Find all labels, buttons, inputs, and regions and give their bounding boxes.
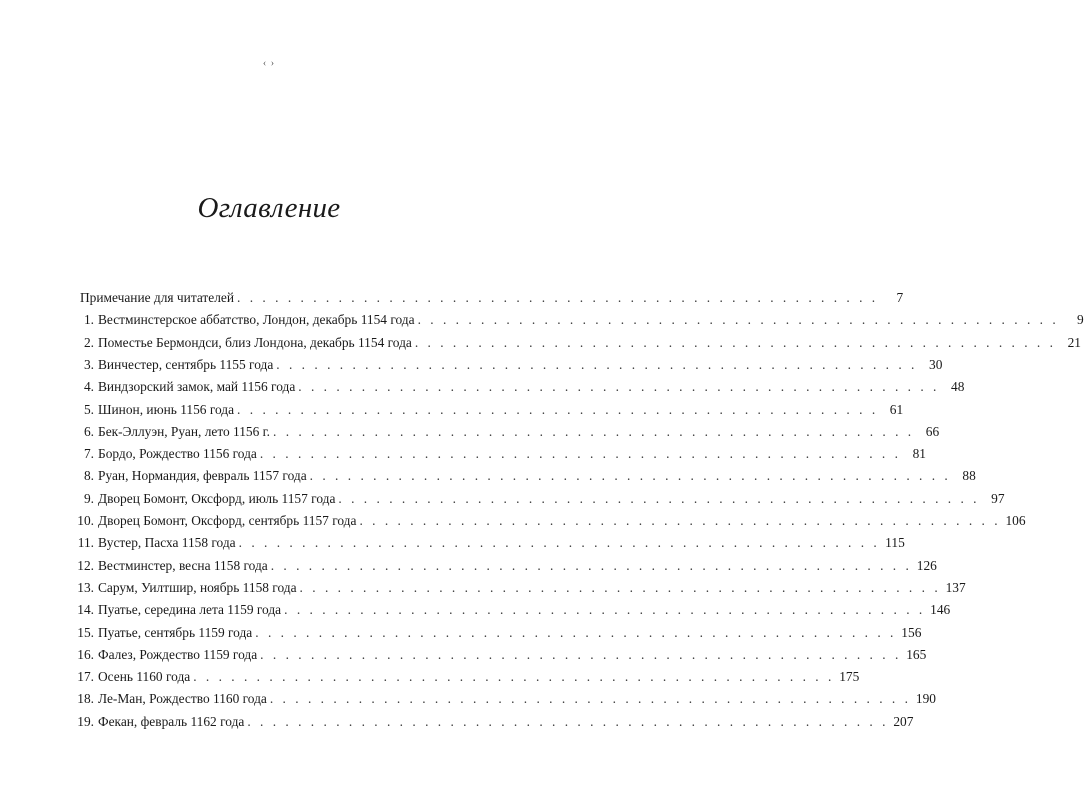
toc-entry (74, 622, 922, 644)
toc-entry-title: Фекан, февраль 1162 года (98, 713, 245, 729)
toc-leader-dots: . . . . . . . . . . . . . . . . . . . . . . . . . . . . . . . . . . . . . . . . . . . . . . . . . . . (255, 624, 897, 640)
toc-entry (74, 399, 904, 421)
toc-entry-number: 6. (83, 423, 94, 439)
toc-leader-dots: . . . . . . . . . . . . . . . . . . . . . . . . . . . . . . . . . . . . . . . . . . . . . . . . . . . (260, 646, 902, 662)
toc-entry-title: Вестминстер, весна 1158 года (98, 557, 268, 573)
toc-entry (74, 577, 966, 599)
toc-entry-page: 137 (945, 579, 966, 595)
toc-entry (74, 465, 976, 487)
toc-entry (74, 644, 927, 666)
toc-entry-page: 115 (885, 535, 905, 551)
toc-entry-page: 7 (896, 290, 904, 305)
toc-entry-page: 30 (929, 356, 943, 372)
toc-entry-title: Шинон, июнь 1156 года (98, 401, 235, 417)
page-ornament: ‹ › (262, 58, 276, 69)
toc-entry-page: 48 (951, 379, 965, 395)
toc-entry (74, 376, 965, 398)
toc-entry-title: Сарум, Уилтшир, ноябрь 1158 года (98, 579, 297, 595)
toc-entry-page: 97 (991, 490, 1005, 506)
toc-entry-page: 21 (1067, 334, 1081, 350)
toc-leader-dots: . . . . . . . . . . . . . . . . . . . . . . . . . . . . . . . . . . . . . . . . . . . . . . . . . . . (273, 423, 915, 439)
toc-leader-dots: . . . . . . . . . . . . . . . . . . . . . . . . . . . . . . . . . . . . . . . . . . . . . . . . . . . (359, 513, 1001, 528)
toc-leader-dots: . . . . . . . . . . . . . . . . . . . . . . . . . . . . . . . . . . . . . . . . . . . . . . . . . . . (299, 579, 941, 595)
toc-leader-dots: . . . . . . . . . . . . . . . . . . . . . . . . . . . . . . . . . . . . . . . . . . . . . . . . . . . (284, 602, 926, 618)
toc-entry-page: 175 (839, 669, 860, 685)
toc-entry-page: 165 (906, 646, 927, 662)
toc-entry-title: Примечание для читателей (80, 290, 235, 305)
toc-entry (74, 688, 936, 710)
toc-leader-dots: . . . . . . . . . . . . . . . . . . . . . . . . . . . . . . . . . . . . . . . . . . . . . . . . . . . (237, 290, 879, 305)
toc-leader-dots: . . . . . . . . . . . . . . . . . . . . . . . . . . . . . . . . . . . . . . . . . . . . . . . . . . . (338, 490, 980, 506)
toc-entry-number: 15. (77, 624, 94, 640)
toc-entry-page: 9 (1076, 312, 1084, 328)
toc-entry (74, 666, 860, 688)
toc-entry-number: 17. (77, 669, 94, 685)
toc-entry-title: Ле-Ман, Рождество 1160 года (98, 691, 267, 707)
toc-leader-dots: . . . . . . . . . . . . . . . . . . . . . . . . . . . . . . . . . . . . . . . . . . . . . . . . . . . (276, 356, 918, 372)
toc-entry (74, 711, 914, 733)
toc-entry-title: Руан, Нормандия, февраль 1157 года (98, 468, 307, 484)
toc-entry-number: 13. (77, 579, 94, 595)
toc-entry-number: 12. (77, 557, 94, 573)
toc-entry-page: 66 (925, 423, 940, 439)
toc-leader-dots: . . . . . . . . . . . . . . . . . . . . . . . . . . . . . . . . . . . . . . . . . . . . . . . . . . . (259, 446, 901, 462)
toc-entry-page: 207 (893, 713, 914, 729)
toc-entry-number: 9. (83, 490, 94, 506)
toc-entry-title: Дворец Бомонт, Оксфорд, сентябрь 1157 года (98, 513, 357, 528)
toc-entry (74, 421, 940, 443)
toc-leader-dots: . . . . . . . . . . . . . . . . . . . . . . . . . . . . . . . . . . . . . . . . . . . . . . . . . . . (269, 691, 911, 707)
toc-entry-title: Поместье Бермондси, близ Лондона, декабрь 1154 года (98, 334, 412, 350)
toc-entry-number: 16. (77, 646, 94, 662)
toc-entry-page: 81 (912, 446, 926, 462)
toc-entry-number: 18. (77, 691, 94, 707)
toc-entry (74, 555, 937, 577)
toc-entry-number: 19. (77, 713, 94, 729)
toc-entry (74, 532, 905, 554)
toc-entry-title: Бордо, Рождество 1156 года (98, 446, 257, 462)
toc-entry-title: Осень 1160 года (98, 669, 191, 685)
page-title: Оглавление (197, 192, 341, 224)
toc-entry-title: Винчестер, сентябрь 1155 года (98, 356, 274, 372)
toc-entry-number: 4. (83, 379, 94, 395)
toc-entry (74, 309, 1084, 331)
toc-entry (74, 510, 1026, 532)
toc-entry (74, 599, 951, 621)
toc-entry-title: Дворец Бомонт, Оксфорд, июль 1157 года (98, 490, 336, 506)
toc-leader-dots: . . . . . . . . . . . . . . . . . . . . . . . . . . . . . . . . . . . . . . . . . . . . . . . . . . . (247, 713, 889, 729)
toc-leader-dots: . . . . . . . . . . . . . . . . . . . . . . . . . . . . . . . . . . . . . . . . . . . . . . . . . . . (238, 535, 880, 551)
toc-leader-dots: . . . . . . . . . . . . . . . . . . . . . . . . . . . . . . . . . . . . . . . . . . . . . . . . . . . (298, 379, 940, 395)
toc-entry-number: 3. (83, 356, 94, 372)
toc-entry-page: 146 (930, 602, 951, 618)
toc-entry-title: Фалез, Рождество 1159 года (98, 646, 258, 662)
toc-entry-number: 2. (83, 334, 94, 350)
toc-entry-number: 11. (77, 535, 94, 551)
toc-entry-title: Бек-Эллуэн, Руан, лето 1156 г. (98, 423, 271, 439)
toc-entry-number: 7. (83, 446, 94, 462)
toc-entry-title: Вестминстерское аббатство, Лондон, декабрь 1154 года (98, 312, 415, 328)
toc-entry-number: 1. (83, 312, 94, 328)
toc-entry (74, 443, 926, 465)
toc-entry-title: Виндзорский замок, май 1156 года (98, 379, 296, 395)
toc-entry (74, 332, 1081, 354)
toc-leader-dots: . . . . . . . . . . . . . . . . . . . . . . . . . . . . . . . . . . . . . . . . . . . . . . . . . . . (270, 557, 912, 573)
toc-entry (80, 287, 904, 309)
toc-leader-dots: . . . . . . . . . . . . . . . . . . . . . . . . . . . . . . . . . . . . . . . . . . . . . . . . . . . (417, 312, 1059, 328)
toc-entry-number: 8. (83, 468, 94, 484)
toc-leader-dots: . . . . . . . . . . . . . . . . . . . . . . . . . . . . . . . . . . . . . . . . . . . . . . . . . . . (237, 401, 879, 417)
toc-entry-page: 126 (916, 557, 937, 573)
toc-entry-page: 156 (901, 624, 922, 640)
toc-entry-page: 190 (915, 691, 936, 707)
toc-entry-number: 10. (77, 513, 94, 528)
toc-entry-page: 106 (1005, 513, 1026, 528)
toc-entry (74, 488, 1005, 510)
toc-leader-dots: . . . . . . . . . . . . . . . . . . . . . . . . . . . . . . . . . . . . . . . . . . . . . . . . . . . (193, 669, 835, 685)
toc-entry-number: 5. (83, 401, 94, 417)
toc-entry-title: Пуатье, сентябрь 1159 года (98, 624, 253, 640)
toc-entry-page: 61 (889, 401, 904, 417)
toc-entry-page: 88 (962, 468, 976, 484)
toc-leader-dots: . . . . . . . . . . . . . . . . . . . . . . . . . . . . . . . . . . . . . . . . . . . . . . . . . . . (309, 468, 951, 484)
toc-entry (74, 354, 943, 376)
toc-entry-number: 14. (77, 602, 94, 618)
toc-entry-title: Вустер, Пасха 1158 года (98, 535, 236, 551)
toc-leader-dots: . . . . . . . . . . . . . . . . . . . . . . . . . . . . . . . . . . . . . . . . . . . . . . . . . . . (414, 334, 1056, 350)
toc-entry-title: Пуатье, середина лета 1159 года (98, 602, 282, 618)
